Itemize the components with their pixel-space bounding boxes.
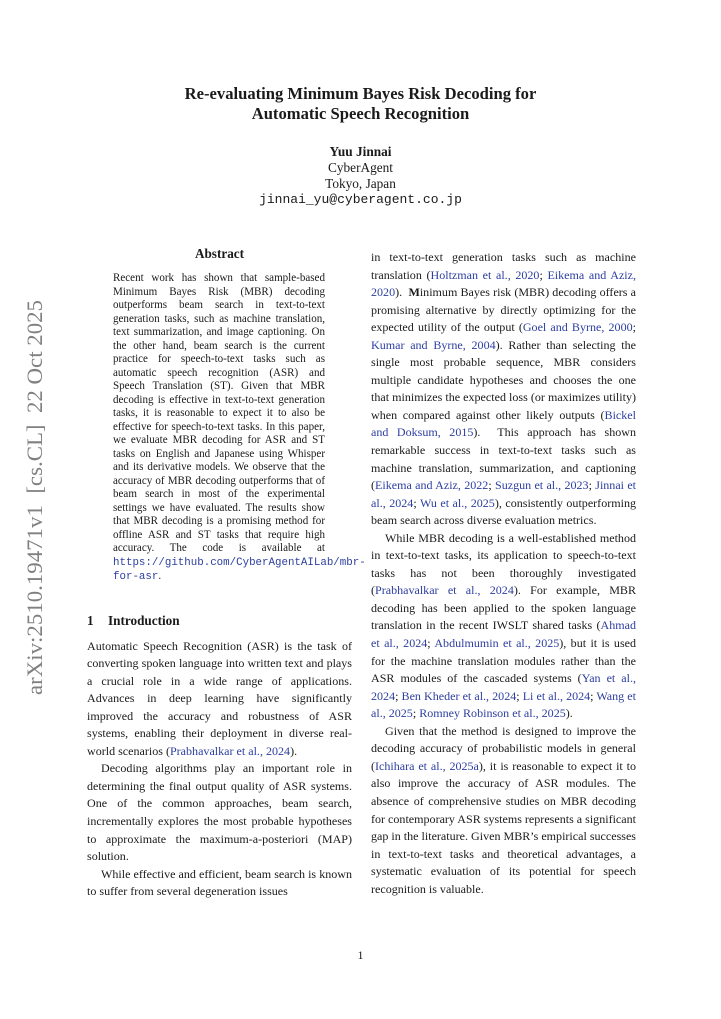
code-url-link[interactable]: https://github.com/CyberAgentAILab/mbr-for-asr: [113, 556, 366, 583]
p1-end: ).: [290, 743, 298, 758]
citation-link[interactable]: Romney Robinson et al., 2025: [419, 706, 566, 721]
section-title: Introduction: [108, 612, 180, 628]
author-block: [0, 144, 721, 208]
arxiv-stamp: [16, 300, 50, 695]
text-span: ;: [539, 267, 548, 282]
text-span: ;: [427, 636, 435, 651]
text-span: ;: [413, 495, 420, 510]
abstract-heading: Abstract: [194, 246, 245, 261]
paper-header: [0, 84, 721, 208]
text-span: Given that the method is designed to improve the decoding accuracy of probabilistic models in general (: [371, 723, 636, 773]
text-span: ), but it is used for the machine translation modules rather than the ASR modules of the cascaded systems (: [371, 636, 637, 686]
citation-link[interactable]: Wang et al., 2025: [371, 688, 636, 721]
text-span: inimum Bayes risk (MBR) decoding offers a promising alternative by directly optimizing for the expected utility of the output (: [371, 285, 637, 335]
text-span: in text-to-text generation tasks such as machine translation (: [371, 250, 636, 282]
section-heading-introduction: [87, 613, 352, 629]
text-span: ).: [565, 706, 573, 721]
abstract-end: .: [158, 570, 162, 582]
citation-link[interactable]: Eikema and Aziz, 2020: [371, 267, 637, 300]
arxiv-stamp-graphic: [16, 300, 50, 695]
text-span: ). Rather than selecting the single most probable sequence, MBR considers multiple candidate hypotheses and chooses the one that minimizes the expected loss (or maximizes utility) when compared against other likely outputs (: [371, 337, 636, 422]
citation-link[interactable]: Eikema and Aziz, 2022: [375, 478, 489, 493]
intro-paragraph-3-continued: [371, 249, 640, 530]
citation-link[interactable]: Wu et al., 2025: [419, 495, 495, 510]
author-email[interactable]: jinnai_yu@cyberagent.co.jp: [259, 192, 462, 207]
abstract-body-text: Recent work has shown that sample-based Minimum Bayes Risk (MBR) decoding outperforms beam search in text-to-text generation tasks, such as machine translation, text summarization, and image captioning. On the other hand, beam search is the current practice for speech-to-text tasks such as automatic speech recognition (ASR) and Speech Translation (ST). Given that MBR decoding is effective in text-to-text generation tasks, it is reasonable to expect it to also be effective for speech-to-text tasks. In this paper, we evaluate MBR decoding for ASR and ST tasks on English and Japanese using Whisper and its derivative models. We observe that the accuracy of MBR decoding outperforms that of beam search in most of the experimental settings we have evaluated. The results show that MBR decoding is a promising method for offline ASR and ST tasks that require high accuracy. The code is available at: [113, 272, 325, 554]
author-location: Tokyo, Japan: [325, 176, 396, 191]
citation-link[interactable]: Ichihara et al., 2025a: [375, 758, 479, 773]
citation-link[interactable]: Ahmad et al., 2024: [371, 618, 636, 651]
intro-paragraph-2: Decoding algorithms play an important role in determining the final output quality of ASR systems. One of the common approaches, beam search, incrementally explores the most probable hypotheses to approximate the maximum-a-posteriori (MAP) solution.: [87, 761, 352, 864]
citation-link[interactable]: Abdulmumin et al., 2025: [434, 636, 560, 651]
paper-title: [0, 84, 721, 124]
intro-paragraph-3: While effective and efficient, beam search is known to suffer from several degeneration issues: [87, 866, 352, 899]
text-span: ). This approach has shown remarkable success in text-to-text tasks such as machine translation, summarization, and captioning (: [371, 425, 640, 493]
citation-link[interactable]: Kumar and Byrne, 2004: [371, 337, 496, 352]
title-line-1: Re-evaluating Minimum Bayes Risk Decoding for: [184, 84, 537, 103]
bold-initial: M: [408, 285, 420, 300]
citation-link[interactable]: Goel and Byrne, 2000: [522, 320, 633, 335]
author-name: Yuu Jinnai: [329, 144, 392, 159]
left-column: [87, 246, 366, 901]
text-span: ).: [395, 285, 409, 300]
text-span: ), consistently outperforming beam search across diverse evaluation metrics.: [371, 495, 636, 528]
citation-link[interactable]: Holtzman et al., 2020: [430, 267, 540, 282]
citation-link[interactable]: Prabhavalkar et al., 2024: [375, 583, 514, 598]
text-span: ). For example, MBR decoding has been applied to the spoken language translation in the recent IWSLT shared tasks (: [371, 583, 636, 633]
text-span: ;: [488, 478, 495, 493]
right-column: [371, 249, 640, 898]
section-number: 1: [87, 612, 94, 628]
text-span: While MBR decoding is a well-established method in text-to-text tasks, its application to speech-to-text tasks has not been thoroughly investigated (: [371, 530, 636, 598]
citation-link[interactable]: Yan et al., 2024: [371, 671, 636, 703]
text-span: ;: [412, 706, 420, 721]
p1-text: Automatic Speech Recognition (ASR) is the task of converting spoken language into written text and plays a crucial role in a wide range of applications. Advances in deep learning have significantly improved the accuracy and robustness of ASR systems, enabling their deployment in diverse real-world scenarios (: [87, 638, 352, 758]
text-span: ;: [516, 688, 523, 703]
text-span: ), it is reasonable to expect it to also improve the accuracy of ASR modules. The absence of comprehensive studies on MBR decoding for contemporary ASR systems represents a significant gap in the literature. Given MBR’s empirical successes in text-to-text tasks and theoretical advantages, a systematic evaluation of its potential for speech recognition is valuable.: [371, 758, 636, 896]
citation-link[interactable]: Ben Kheder et al., 2024: [401, 688, 517, 703]
intro-paragraph-5: [371, 723, 636, 898]
citation-link[interactable]: Bickel and Doksum, 2015: [371, 407, 636, 440]
text-span: ;: [590, 688, 597, 703]
text-span: ;: [395, 688, 402, 703]
citation-link[interactable]: Jinnai et al., 2024: [371, 478, 637, 510]
citation-link[interactable]: Li et al., 2024: [522, 688, 591, 703]
citation-link[interactable]: Suzgun et al., 2023: [495, 478, 589, 493]
text-span: ;: [632, 320, 636, 335]
arxiv-stamp-text: arXiv:2510.19471v1 [cs.CL] 22 Oct 2025: [22, 306, 47, 695]
abstract-text: [113, 272, 366, 585]
citation-link[interactable]: Prabhavalkar et al., 2024: [169, 743, 291, 758]
intro-paragraph-1: [87, 638, 352, 761]
author-affiliation: CyberAgent: [328, 160, 393, 175]
title-line-2: Automatic Speech Recognition: [251, 104, 470, 123]
intro-paragraph-4: [371, 530, 636, 723]
text-span: ;: [588, 478, 596, 493]
page-number: 1: [357, 948, 364, 962]
